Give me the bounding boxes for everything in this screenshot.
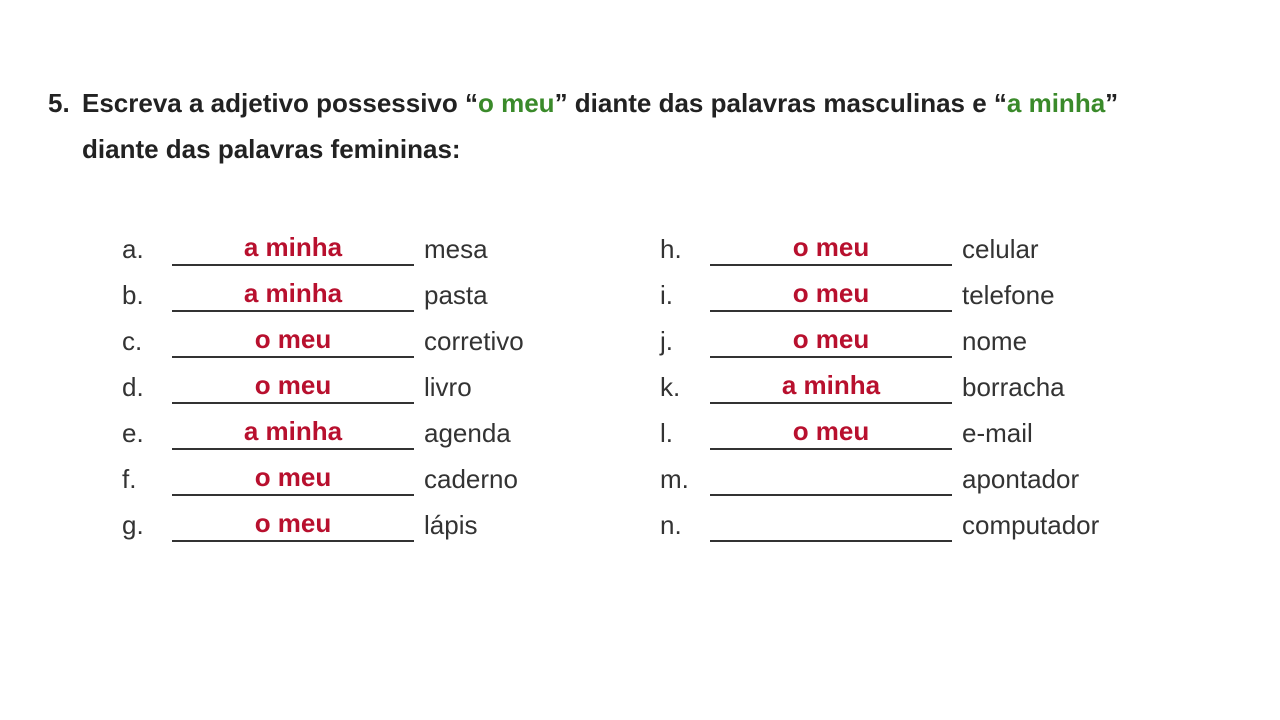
answer-text: a minha [243, 416, 343, 446]
item-letter: f. [122, 464, 137, 494]
item-word: livro [424, 372, 472, 402]
highlight-masculine: o meu [478, 88, 555, 118]
item-word: pasta [424, 280, 488, 310]
item-word: telefone [962, 280, 1055, 310]
item-word: mesa [424, 234, 488, 264]
highlight-feminine: a minha [1006, 88, 1106, 118]
answer-blank[interactable] [172, 370, 414, 404]
answer-blank[interactable] [172, 416, 414, 450]
item-letter: e. [122, 418, 144, 448]
item-word: e-mail [962, 418, 1033, 448]
answer-blank[interactable] [172, 324, 414, 358]
item-word: caderno [424, 464, 518, 494]
answer-blank[interactable] [710, 370, 952, 404]
instruction-line-2 [48, 126, 1258, 172]
answer-text: a minha [781, 370, 881, 400]
item-word: corretivo [424, 326, 524, 356]
answer-text: o meu [792, 416, 870, 446]
item-letter: d. [122, 372, 144, 402]
item-letter: k. [660, 372, 681, 402]
answer-blank[interactable] [172, 508, 414, 542]
answer-blank[interactable] [710, 508, 952, 542]
item-letter: i. [660, 280, 673, 310]
item-letter: a. [122, 234, 144, 264]
answer-text: a minha [243, 232, 343, 262]
instruction-text-part1: Escreva a adjetivo possessivo “ [82, 88, 478, 118]
item-letter: h. [660, 234, 682, 264]
exercise-instruction [48, 80, 1258, 172]
answer-text: o meu [254, 508, 332, 538]
answer-text: o meu [254, 462, 332, 492]
answer-blank[interactable] [710, 232, 952, 266]
exercise-number: 5. [48, 88, 70, 118]
item-letter: j. [660, 326, 673, 356]
item-word: celular [962, 234, 1039, 264]
answer-blank[interactable] [710, 462, 952, 496]
item-word: lápis [424, 510, 478, 540]
item-letter: g. [122, 510, 144, 540]
item-letter: b. [122, 280, 144, 310]
answer-text: o meu [254, 324, 332, 354]
item-word: borracha [962, 372, 1065, 402]
item-word: nome [962, 326, 1028, 356]
answer-text: o meu [792, 278, 870, 308]
item-letter: l. [660, 418, 673, 448]
instruction-text-line2: diante das palavras femininas: [82, 134, 461, 164]
answer-blank[interactable] [172, 462, 414, 496]
answer-text: o meu [792, 232, 870, 262]
answer-blank[interactable] [710, 324, 952, 358]
item-letter: n. [660, 510, 682, 540]
answer-text: a minha [243, 278, 343, 308]
instruction-text-part2: ” diante das palavras masculinas e “ [554, 88, 1007, 118]
item-word: agenda [424, 418, 511, 448]
answer-blank[interactable] [710, 416, 952, 450]
instruction-text-part3: ” [1105, 88, 1119, 118]
item-letter: c. [122, 326, 143, 356]
item-word: computador [962, 510, 1100, 540]
answer-text: o meu [792, 324, 870, 354]
answer-blank[interactable] [172, 278, 414, 312]
answer-blank[interactable] [710, 278, 952, 312]
item-word: apontador [962, 464, 1080, 494]
answer-blank[interactable] [172, 232, 414, 266]
item-letter: m. [660, 464, 689, 494]
instruction-line-1 [48, 80, 1258, 126]
answer-text: o meu [254, 370, 332, 400]
